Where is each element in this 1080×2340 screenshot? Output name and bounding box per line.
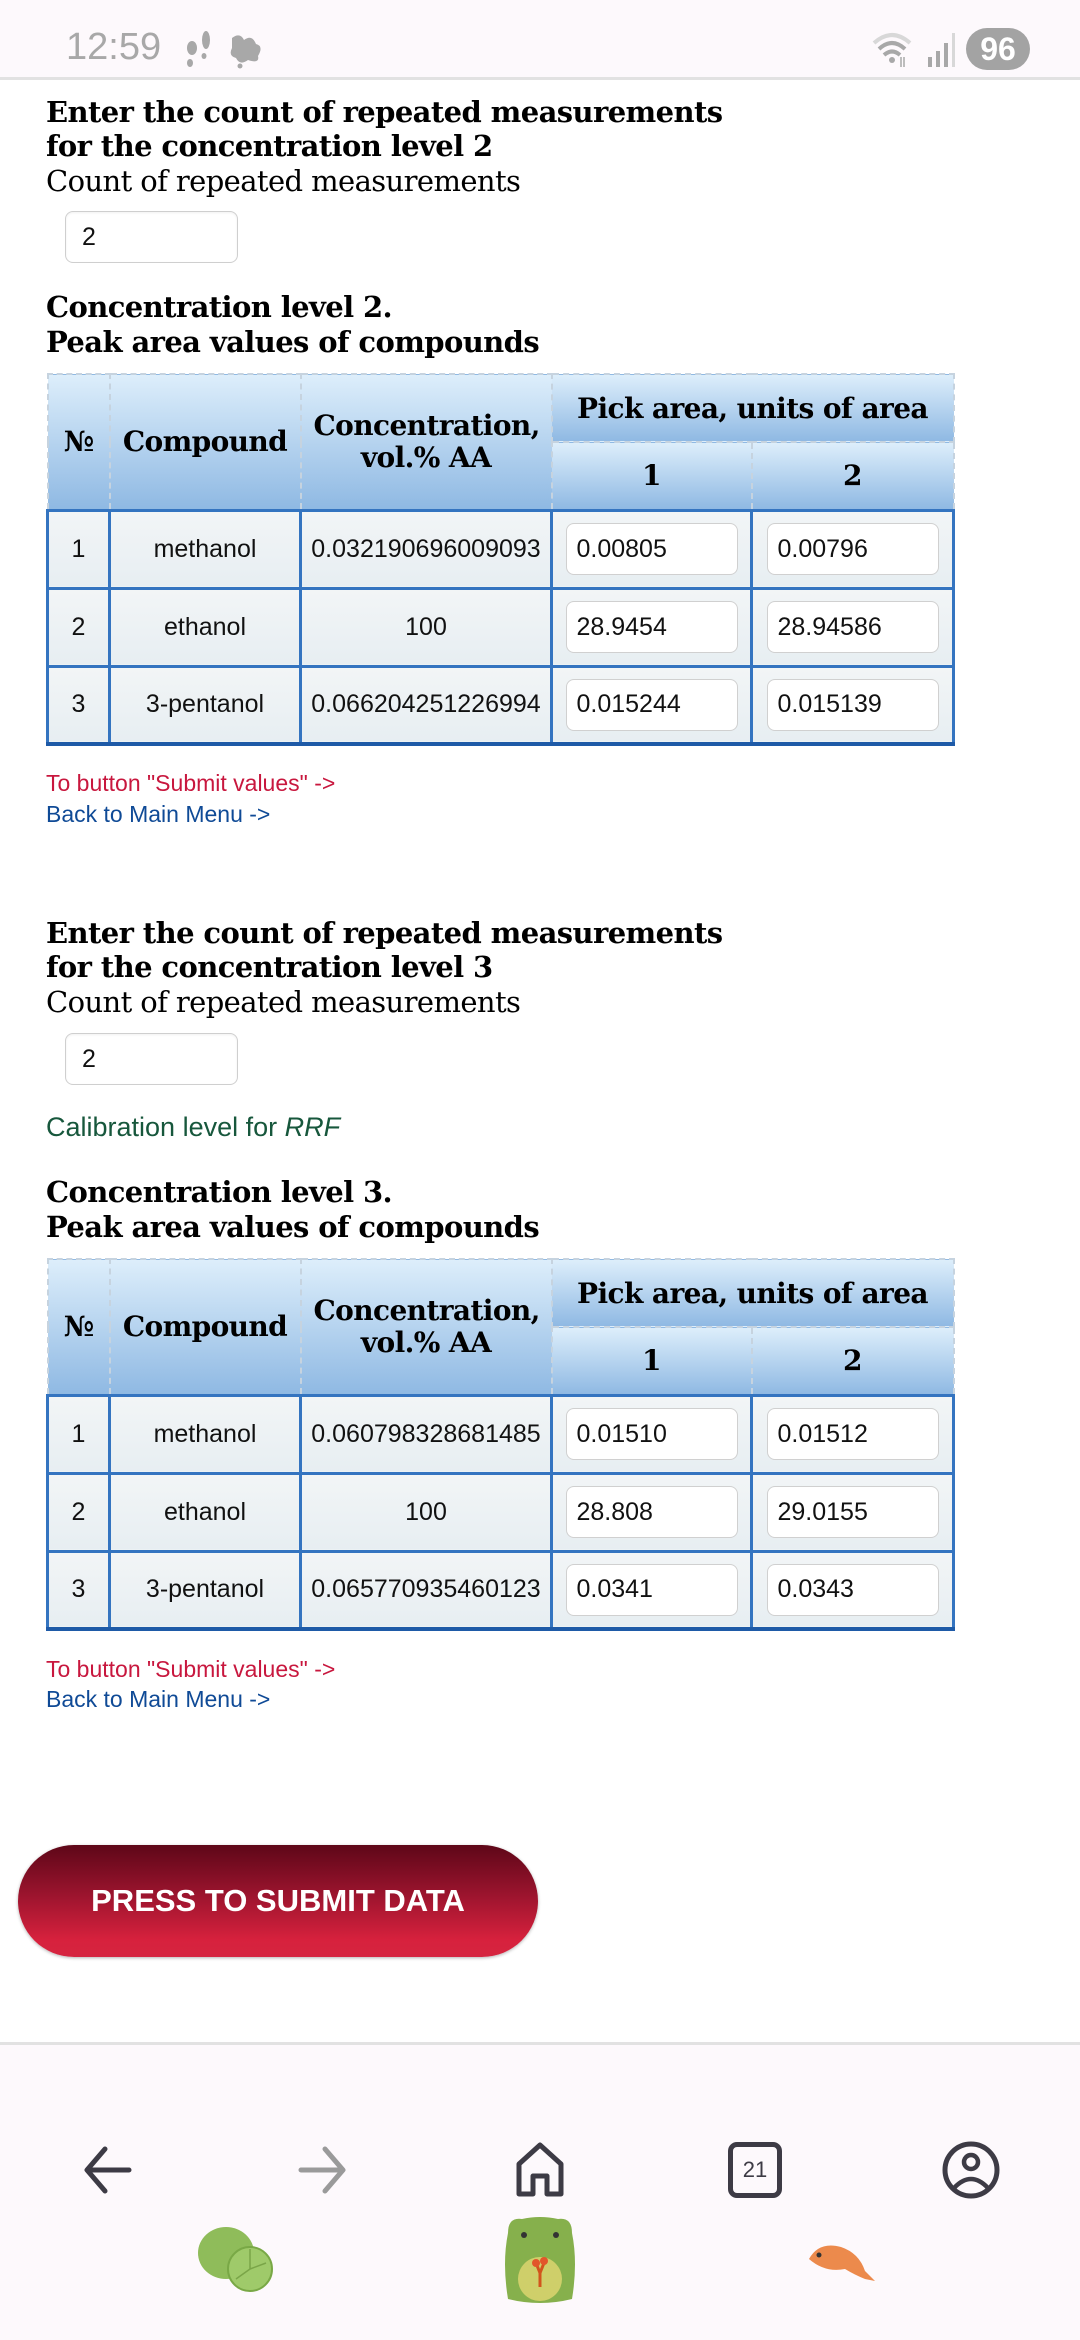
peak-area-input[interactable] — [767, 1486, 939, 1538]
level3-count-input[interactable] — [65, 1033, 238, 1085]
table-row — [48, 1395, 954, 1473]
row-concentration: 0.032190696009093 — [301, 510, 552, 588]
row-concentration: 0.065770935460123 — [301, 1551, 552, 1629]
row-compound: methanol — [110, 510, 301, 588]
row-num: 2 — [48, 588, 110, 666]
row-rep1-cell — [552, 1473, 752, 1551]
row-compound: ethanol — [110, 1473, 301, 1551]
row-num: 1 — [48, 1395, 110, 1473]
level2-count-label: Count of repeated measurements — [46, 164, 521, 198]
level3-table-title-line1: Concentration level 3. — [46, 1175, 393, 1209]
notification-icon — [226, 30, 266, 70]
peak-area-input[interactable] — [566, 1486, 738, 1538]
header-peak-area: Pick area, units of area — [552, 374, 954, 442]
header-rep-2: 2 — [752, 442, 954, 510]
wifi-icon — [870, 29, 916, 69]
status-time: 12:59 — [66, 26, 162, 68]
row-compound: 3-pentanol — [110, 666, 301, 744]
row-num: 1 — [48, 510, 110, 588]
peak-area-input[interactable] — [767, 1408, 939, 1460]
battery-icon: 96 — [966, 28, 1030, 70]
header-concentration: Concentration, vol.% AA — [301, 1259, 552, 1395]
row-num: 3 — [48, 1551, 110, 1629]
level2-count-input[interactable] — [65, 211, 238, 263]
frog-icon — [500, 2213, 580, 2309]
row-compound: 3-pentanol — [110, 1551, 301, 1629]
row-concentration: 0.066204251226994 — [301, 666, 552, 744]
peak-area-input[interactable] — [767, 523, 939, 575]
row-rep1-cell — [552, 666, 752, 744]
back-button[interactable] — [72, 2135, 142, 2205]
browser-bottom-bar — [0, 2042, 1080, 2340]
back-arrow-icon — [81, 2145, 133, 2195]
peak-area-input[interactable] — [566, 523, 738, 575]
row-concentration: 100 — [301, 588, 552, 666]
peak-area-input[interactable] — [767, 679, 939, 731]
level3-count-label: Count of repeated measurements — [46, 985, 521, 1019]
to-submit-link[interactable]: To button "Submit values" -> — [46, 1656, 336, 1682]
row-rep2-cell — [752, 510, 954, 588]
level2-count-heading-line1: Enter the count of repeated measurements — [46, 95, 723, 129]
peak-area-input[interactable] — [566, 679, 738, 731]
header-rep-1: 1 — [552, 442, 752, 510]
back-to-main-menu-link[interactable]: Back to Main Menu -> — [46, 801, 271, 827]
header-num: № — [48, 1259, 110, 1395]
row-rep2-cell — [752, 1551, 954, 1629]
row-concentration: 0.060798328681485 — [301, 1395, 552, 1473]
header-concentration: Concentration, vol.% AA — [301, 374, 552, 510]
header-compound: Compound — [110, 1259, 301, 1395]
table-row — [48, 1551, 954, 1629]
row-rep1-cell — [552, 588, 752, 666]
table-row — [48, 510, 954, 588]
back-to-main-menu-link[interactable]: Back to Main Menu -> — [46, 1686, 271, 1712]
header-num: № — [48, 374, 110, 510]
home-button[interactable] — [505, 2135, 575, 2205]
row-rep2-cell — [752, 1473, 954, 1551]
peak-area-input[interactable] — [767, 601, 939, 653]
level3-count-heading-line2: for the concentration level 3 — [46, 950, 493, 984]
level2-table-title-line1: Concentration level 2. — [46, 290, 393, 324]
header-rep-1: 1 — [552, 1327, 752, 1395]
peak-area-input[interactable] — [566, 1564, 738, 1616]
home-icon — [514, 2142, 566, 2198]
row-num: 2 — [48, 1473, 110, 1551]
status-bar — [0, 0, 1080, 80]
fish-icon — [805, 2235, 879, 2295]
table-row — [48, 666, 954, 744]
table-row — [48, 588, 954, 666]
row-rep2-cell — [752, 1395, 954, 1473]
peak-area-input[interactable] — [566, 1408, 738, 1460]
tabs-button[interactable] — [720, 2135, 790, 2205]
header-peak-area: Pick area, units of area — [552, 1259, 954, 1327]
forward-arrow-icon — [297, 2145, 349, 2195]
row-rep2-cell — [752, 666, 954, 744]
calibration-level-note: Calibration level for RRF — [46, 1112, 341, 1142]
row-rep1-cell — [552, 1551, 752, 1629]
level3-table-title-line2: Peak area values of compounds — [46, 1210, 540, 1244]
lily-pad-icon — [196, 2223, 276, 2295]
account-icon — [942, 2141, 1000, 2199]
row-rep1-cell — [552, 1395, 752, 1473]
peak-area-input[interactable] — [767, 1564, 939, 1616]
table-row — [48, 1473, 954, 1551]
to-submit-link[interactable]: To button "Submit values" -> — [46, 770, 336, 796]
row-num: 3 — [48, 666, 110, 744]
header-rep-2: 2 — [752, 1327, 954, 1395]
row-rep2-cell — [752, 588, 954, 666]
row-concentration: 100 — [301, 1473, 552, 1551]
level2-count-heading-line2: for the concentration level 2 — [46, 129, 493, 163]
row-compound: methanol — [110, 1395, 301, 1473]
tabs-icon: 21 — [728, 2142, 782, 2198]
status-icons — [870, 28, 1030, 70]
level3-peak-table — [46, 1258, 952, 1631]
forward-button[interactable] — [288, 2135, 358, 2205]
row-compound: ethanol — [110, 588, 301, 666]
peak-area-input[interactable] — [566, 601, 738, 653]
notification-icon — [182, 30, 218, 70]
account-button[interactable] — [936, 2135, 1006, 2205]
header-compound: Compound — [110, 374, 301, 510]
submit-data-button[interactable]: PRESS TO SUBMIT DATA — [18, 1845, 538, 1957]
level2-peak-table — [46, 373, 952, 746]
row-rep1-cell — [552, 510, 752, 588]
level2-table-title-line2: Peak area values of compounds — [46, 325, 540, 359]
signal-icon — [926, 29, 956, 69]
level3-count-heading-line1: Enter the count of repeated measurements — [46, 916, 723, 950]
